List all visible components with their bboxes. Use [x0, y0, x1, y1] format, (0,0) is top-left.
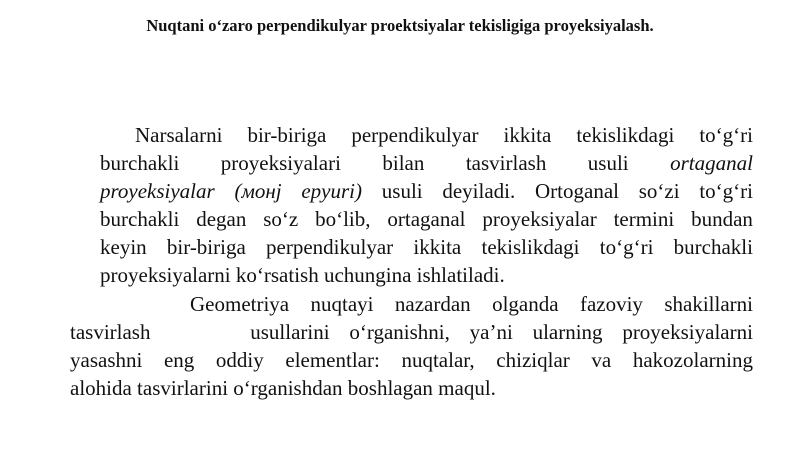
word: Narsalarni [135, 123, 223, 147]
word: bir-biriga [247, 123, 327, 147]
paragraph-1-line-5 [100, 233, 753, 261]
word: fazoviy [579, 292, 643, 316]
word: usuli [381, 179, 423, 203]
word: keyin [100, 235, 147, 259]
word: usuli [587, 151, 629, 175]
paragraph-1-line-3 [100, 177, 753, 205]
word: tasvirlash [70, 320, 151, 344]
word: perpendikulyar [266, 235, 394, 259]
word: perpendikulyar [351, 123, 479, 147]
word: usullarini [250, 320, 330, 344]
word: Geometriya [190, 292, 290, 316]
text-line: alohida tasvirlarini o‘rganishdan boshlagan maqul. [70, 376, 496, 400]
word: degan [196, 207, 247, 231]
word: burchakli [100, 207, 180, 231]
word: burchakli [673, 235, 753, 259]
italic-term: (монj [234, 179, 282, 203]
word: to‘g‘ri [699, 123, 753, 147]
word: termini [613, 207, 675, 231]
paragraph-2-line-4 [70, 374, 753, 402]
paragraph-2-line-3 [70, 346, 753, 374]
word: nuqtayi [310, 292, 374, 316]
paragraph-1-line-6 [100, 261, 753, 289]
word: elementlar: [285, 348, 380, 372]
word: bo‘lib, [315, 207, 371, 231]
word: oddiy [215, 348, 264, 372]
word: tekislikdagi [576, 123, 675, 147]
paragraph-2 [70, 290, 753, 402]
word: so‘z [263, 207, 299, 231]
word: chiziqlar [496, 348, 570, 372]
word: tekislikdagi [481, 235, 580, 259]
word: ikkita [413, 235, 462, 259]
word: deyiladi. [442, 179, 516, 203]
word: shakillarni [664, 292, 753, 316]
paragraph-2-line-2 [70, 318, 753, 346]
word: bilan [382, 151, 425, 175]
word: tasvirlash [465, 151, 547, 175]
italic-term: proyeksiyalar [100, 179, 215, 203]
document-title: Nuqtani o‘zaro perpendikulyar proektsiyalar tekisligiga proyeksiyalash. [146, 16, 654, 35]
italic-term: epyuri) [301, 179, 363, 203]
text-line: proyeksiyalarni ko‘rsatish uchungina ishlatiladi. [100, 263, 505, 287]
word: Ortoganal [535, 179, 619, 203]
word: to‘g‘ri [699, 179, 753, 203]
word: nuqtalar, [401, 348, 475, 372]
word: ortaganal [387, 207, 466, 231]
word: nazardan [394, 292, 471, 316]
italic-term: ortaganal [670, 151, 753, 175]
word: proyeksiyalari [220, 151, 341, 175]
word: proyeksiyalar [482, 207, 597, 231]
word: yasashni [70, 348, 143, 372]
word: ya’ni [469, 320, 513, 344]
word: o‘rganishni, [349, 320, 450, 344]
word: va [591, 348, 612, 372]
word: ularning [532, 320, 603, 344]
paragraph-1 [100, 121, 753, 289]
paragraph-1-line-2 [100, 149, 753, 177]
word: bir-biriga [166, 235, 246, 259]
word: so‘zi [638, 179, 680, 203]
paragraph-1-line-1 [100, 121, 753, 149]
word: proyeksiyalarni [622, 320, 753, 344]
paragraph-1-line-4 [100, 205, 753, 233]
word: olganda [492, 292, 559, 316]
word: burchakli [100, 151, 180, 175]
word: ikkita [503, 123, 552, 147]
word: to‘g‘ri [599, 235, 654, 259]
word: hakozolarning [632, 348, 753, 372]
word: bundan [691, 207, 753, 231]
word: eng [163, 348, 195, 372]
paragraph-2-line-1 [70, 290, 753, 318]
